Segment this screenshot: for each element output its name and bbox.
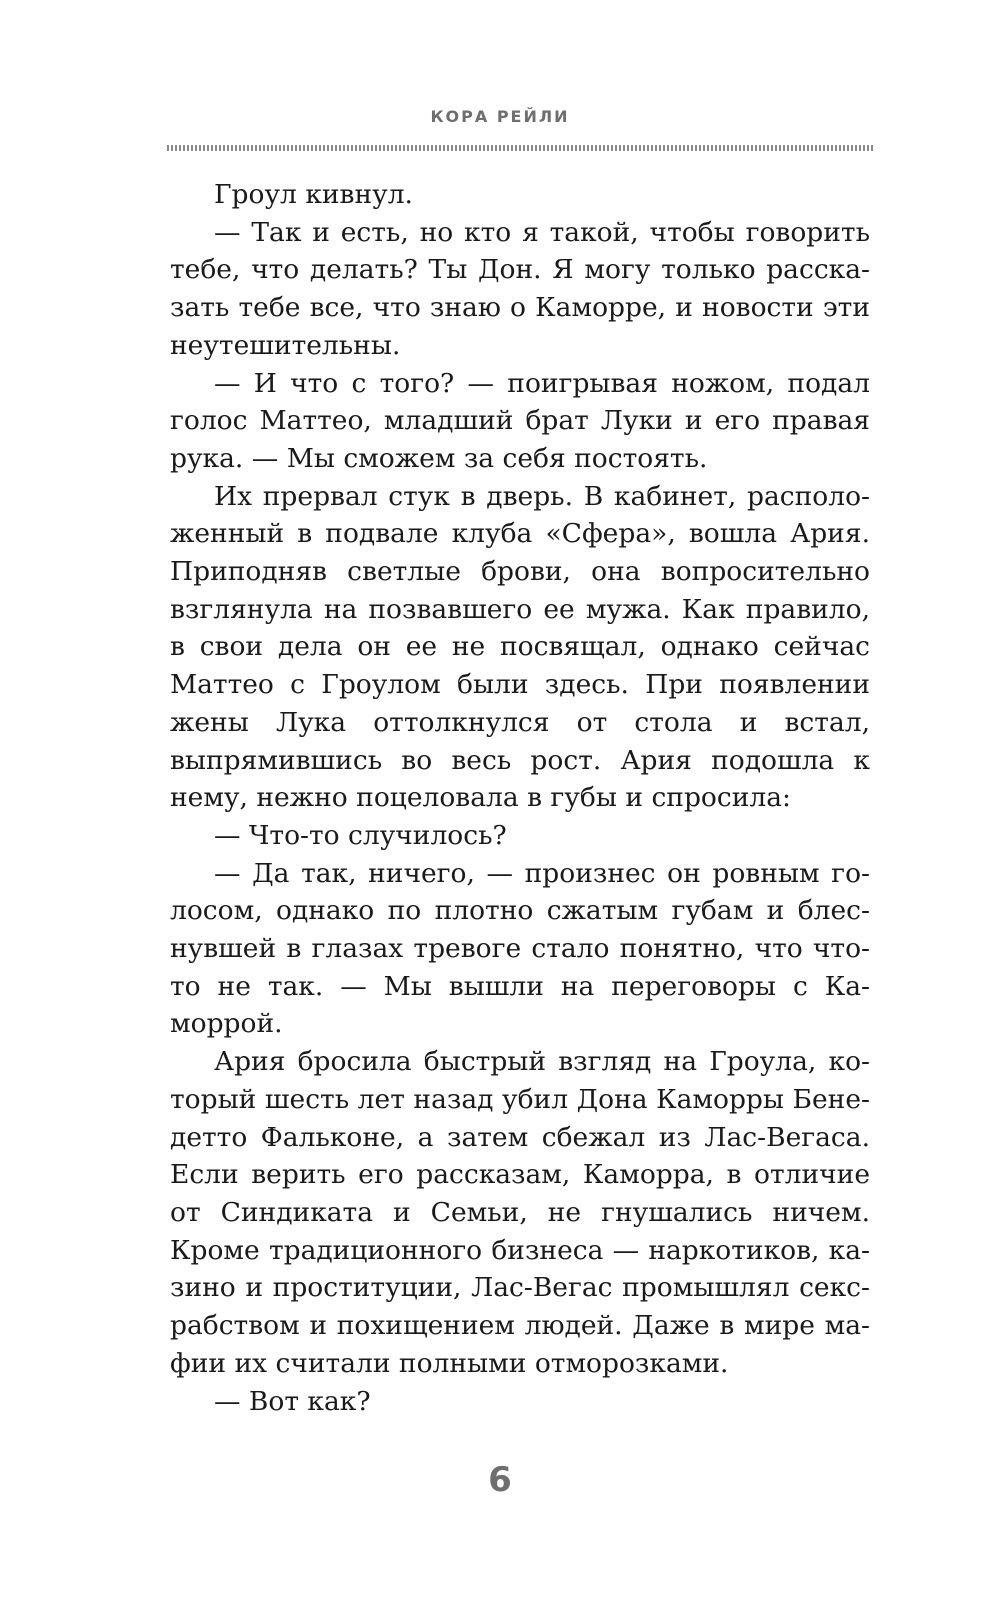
paragraph: — И что с того? — поигрывая ножом, подал голос Маттео, младший брат Луки и его правая рука. — Мы сможем за себя постоять.: [170, 367, 870, 474]
paragraph: Гроул кивнул.: [214, 179, 413, 210]
paragraph: — Что-то случилось?: [214, 819, 507, 851]
page-number: 6: [488, 1460, 512, 1500]
paragraph: — Вот как?: [214, 1385, 371, 1417]
running-head-author: КОРА РЕЙЛИ: [430, 107, 570, 126]
paragraph: Их прервал стук в дверь. В кабинет, расположенный в подвале клуба «Сфера», вошла Ария. Приподняв светлые брови, она вопросительно взглянула на позвавшего ее мужа. Как правило, в свои дела он ее не посвящал, однако сейчас Маттео с Гроулом были здесь. При появлении жены Лука оттолкнулся от стола и встал, выпрямившись во весь рост. Ария подошла к нему, нежно поцеловала в губы и спросила:: [170, 480, 870, 814]
paragraph: — Да так, ничего, — произнес он ровным голосом, однако по плотно сжатым губам и блеснувшей в глазах тревоге стало понятно, что что-то не так. — Мы вышли на переговоры с Каморрой.: [170, 857, 870, 1040]
paragraph: Ария бросила быстрый взгляд на Гроула, который шесть лет назад убил Дона Каморры Бенедетто Фальконе, а затем сбежал из Лас-Вегаса. Если верить его рассказам, Каморра, в отличие от Синдиката и Семьи, не гнушались ничем. Кроме традиционного бизнеса — наркотиков, казино и проституции, Лас-Вегас промышлял сексрабством и похищением людей. Даже в мире мафии их считали полными отморозками.: [170, 1046, 870, 1379]
header-divider: [167, 145, 873, 151]
paragraph: — Так и есть, но кто я такой, чтобы говорить тебе, что делать? Ты Дон. Я могу только рассказать тебе все, что знаю о Каморре, и новости эти неутешительны.: [170, 216, 870, 361]
body-text: [170, 176, 870, 1420]
